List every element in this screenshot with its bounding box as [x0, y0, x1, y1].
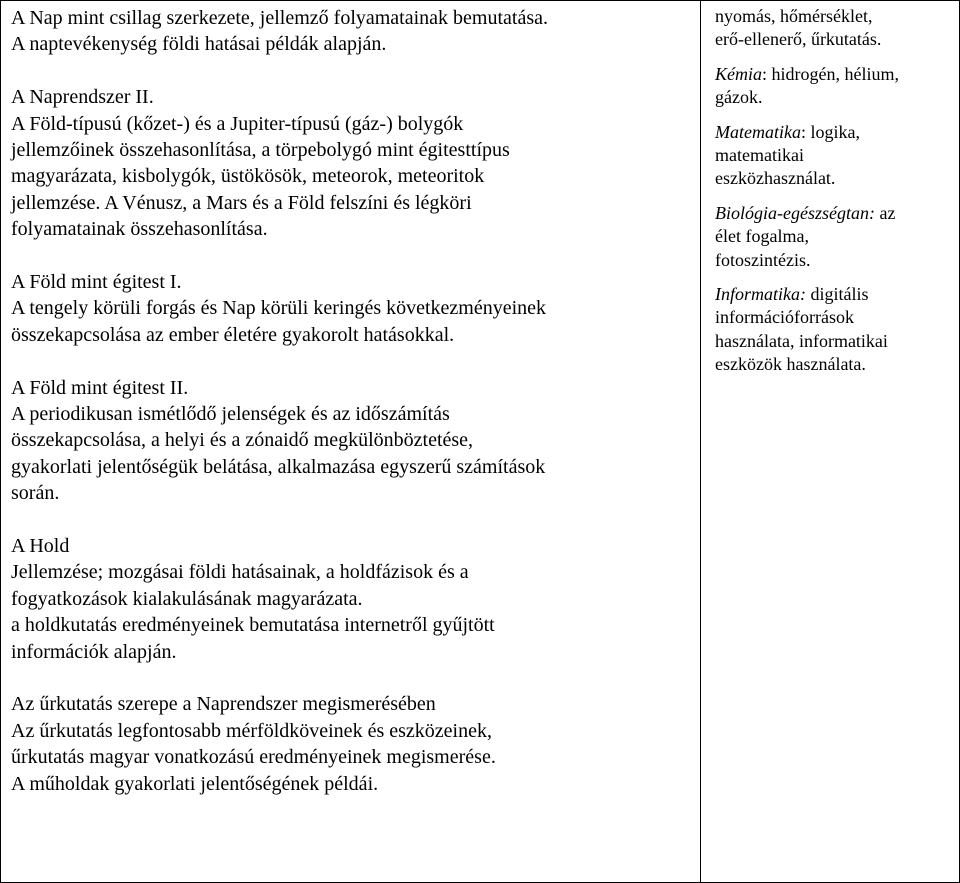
text-line: jellemzése. A Vénusz, a Mars és a Föld felszíni és légköri: [11, 191, 472, 214]
section-title: A Naprendszer II.: [11, 86, 154, 109]
text-line: A periodikusan ismétlődő jelenségek és az időszámítás: [11, 403, 450, 426]
text-line: eszközhasználat.: [715, 168, 836, 189]
text-line: összekapcsolása, a helyi és a zónaidő megkülönböztetése,: [11, 429, 474, 452]
text-line: a holdkutatás eredményeinek bemutatása internetről gyűjtött: [11, 614, 495, 637]
biology-connection: [715, 202, 955, 272]
text-line: információforrások: [715, 307, 854, 328]
text-line: matematikai: [715, 145, 804, 166]
text-line: [715, 202, 955, 225]
text-line: nyomás, hőmérséklet,: [715, 6, 873, 26]
text-line: [715, 63, 955, 86]
text-line: A tengely körüli forgás és Nap körüli keringés következményeinek: [11, 297, 547, 320]
column-divider: [700, 1, 701, 882]
section-title: A Föld mint égitest II.: [11, 376, 189, 399]
text-line: fogyatkozások kialakulásának magyarázata.: [11, 587, 363, 610]
subject-name: Biológia-egészségtan:: [715, 202, 875, 223]
sun-paragraph: [11, 5, 696, 58]
subject-topics: digitális: [805, 284, 869, 305]
informatics-connection: [715, 283, 955, 377]
subject-topics: az: [874, 202, 896, 223]
text-line: gyakorlati jelentőségük belátása, alkalmazása egyszerű számítások: [11, 455, 546, 478]
connections-cell: [715, 5, 955, 388]
text-line: A naptevékenység földi hatásai példák alapján.: [11, 33, 387, 56]
text-line: információk alapján.: [11, 640, 177, 663]
text-line: űrkutatás magyar vonatkozású eredményeinek megismerése.: [11, 746, 496, 769]
text-line: folyamatainak összehasonlítása.: [11, 218, 268, 241]
text-line: magyarázata, kisbolygók, üstökösök, meteorok, meteoritok: [11, 165, 485, 188]
math-connection: [715, 121, 955, 191]
content-cell: [11, 5, 696, 797]
physics-connection: [715, 5, 955, 52]
text-line: A Föld-típusú (kőzet-) és a Jupiter-típusú (gáz-) bolygók: [11, 112, 464, 135]
text-line: A műholdak gyakorlati jelentőségének példái.: [11, 772, 379, 795]
solar-system-paragraph: [11, 84, 696, 242]
text-line: erő-ellenerő, űrkutatás.: [715, 29, 882, 50]
chemistry-connection: [715, 63, 955, 110]
space-research-paragraph: [11, 691, 696, 797]
text-line: gázok.: [715, 87, 763, 108]
section-title: A Hold: [11, 535, 70, 558]
subject-name: Matematika: [715, 121, 801, 142]
section-title: A Föld mint égitest I.: [11, 271, 182, 294]
text-line: során.: [11, 482, 60, 505]
text-line: élet fogalma,: [715, 226, 809, 247]
earth-celestial-2-paragraph: [11, 375, 696, 507]
subject-name: Informatika:: [715, 284, 806, 305]
text-line: összekapcsolása az ember életére gyakorolt hatásokkal.: [11, 323, 455, 346]
text-line: használata, informatikai: [715, 330, 888, 351]
text-line: [715, 121, 955, 144]
subject-topics: : logika,: [800, 121, 860, 142]
subject-topics: : hidrogén, hélium,: [762, 63, 899, 84]
text-line: Az űrkutatás legfontosabb mérföldköveinek és eszközeinek,: [11, 719, 492, 742]
text-line: fotoszintézis.: [715, 249, 811, 270]
text-line: eszközök használata.: [715, 354, 866, 375]
moon-paragraph: [11, 533, 696, 665]
text-line: A Nap mint csillag szerkezete, jellemző folyamatainak bemutatása.: [11, 7, 549, 29]
subject-name: Kémia: [715, 63, 762, 84]
text-line: Jellemzése; mozgásai földi hatásainak, a holdfázisok és a: [11, 561, 469, 584]
text-line: jellemzőinek összehasonlítása, a törpebolygó mint égitesttípus: [11, 139, 510, 162]
text-line: [715, 283, 955, 306]
earth-celestial-1-paragraph: [11, 269, 696, 348]
text-line: Az űrkutatás szerepe a Naprendszer megismerésében: [11, 693, 436, 716]
